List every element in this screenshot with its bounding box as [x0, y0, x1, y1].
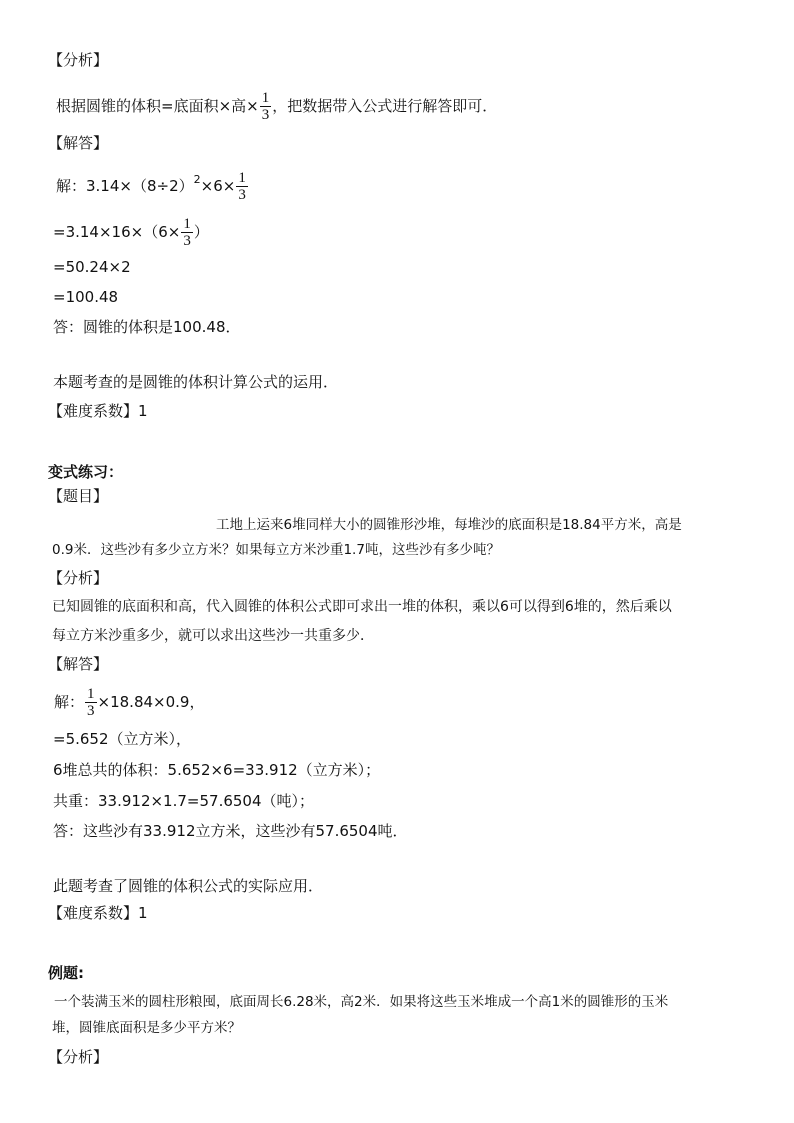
analysis-text — [56, 90, 497, 123]
solution-step-3: 6堆总共的体积：5.652×6=33.912（立方米）； — [53, 761, 381, 779]
fraction-one-third: $\frac{1}{3}$ — [183, 216, 191, 249]
solution-step-2: =5.652（立方米）， — [53, 730, 192, 748]
answer-header: 【解答】 — [48, 655, 109, 673]
analysis-header: 【分析】 — [48, 1048, 109, 1066]
difficulty-label: 【难度系数】1 — [48, 904, 148, 922]
answer-header: 【解答】 — [48, 134, 109, 152]
analysis-text-post: ，把数据带入公式进行解答即可． — [272, 97, 498, 115]
solution-step-1: 解： $\frac{1}{3}$ ×18.84×0.9， — [54, 686, 205, 719]
question-line-1: 工地上运来6堆同样大小的圆锥形沙堆，每堆沙的底面积是18.84平方米，高是 — [216, 517, 682, 533]
solution-step-4: 共重：33.912×1.7=57.6504（吨）； — [53, 792, 315, 810]
question-line-2: 0.9米．这些沙有多少立方米？如果每立方米沙重1.7吨，这些沙有多少吨？ — [52, 542, 500, 558]
analysis-line-2: 每立方米沙重多少，就可以求出这些沙一共重多少． — [52, 628, 374, 644]
section-title: 变式练习： — [48, 463, 124, 481]
comment-text: 本题考查的是圆锥的体积计算公式的运用． — [53, 373, 339, 391]
analysis-header: 【分析】 — [48, 51, 109, 69]
fraction-one-third: $\frac{1}{3}$ — [87, 686, 95, 719]
solution-step-4: =100.48 — [53, 288, 119, 306]
question-line-1: 一个装满玉米的圆柱形粮囤，底面周长6.28米，高2米．如果将这些玉米堆成一个高1米的圆锥形的玉米 — [54, 994, 669, 1010]
difficulty-label: 【难度系数】1 — [48, 402, 148, 420]
question-header: 【题目】 — [48, 487, 109, 505]
solution-step-2: =3.14×16×（6× $\frac{1}{3}$ ） — [53, 216, 209, 249]
comment-text: 此题考查了圆锥的体积公式的实际应用． — [53, 877, 324, 895]
fraction-one-third: $\frac{1}{3}$ — [261, 90, 270, 123]
question-line-2: 堆，圆锥底面积是多少平方米？ — [52, 1020, 241, 1036]
answer-text: 答：这些沙有33.912立方米，这些沙有57.6504吨． — [53, 822, 408, 840]
analysis-header: 【分析】 — [48, 569, 109, 587]
section-title: 例题: — [48, 964, 84, 982]
analysis-text-pre: 根据圆锥的体积=底面积×高× — [56, 97, 259, 115]
solution-step-1: 解：$3.14\times(8\div 2)^2\times 6\times$ $\frac{1}{3}$ — [56, 170, 246, 203]
analysis-line-1: 已知圆锥的底面积和高，代入圆锥的体积公式即可求出一堆的体积，乘以6可以得到6堆的，然后乘以 — [52, 599, 672, 615]
solution-step-3: =50.24×2 — [53, 258, 131, 276]
answer-text: 答：圆锥的体积是100.48． — [53, 318, 241, 336]
fraction-one-third: $\frac{1}{3}$ — [238, 170, 246, 203]
